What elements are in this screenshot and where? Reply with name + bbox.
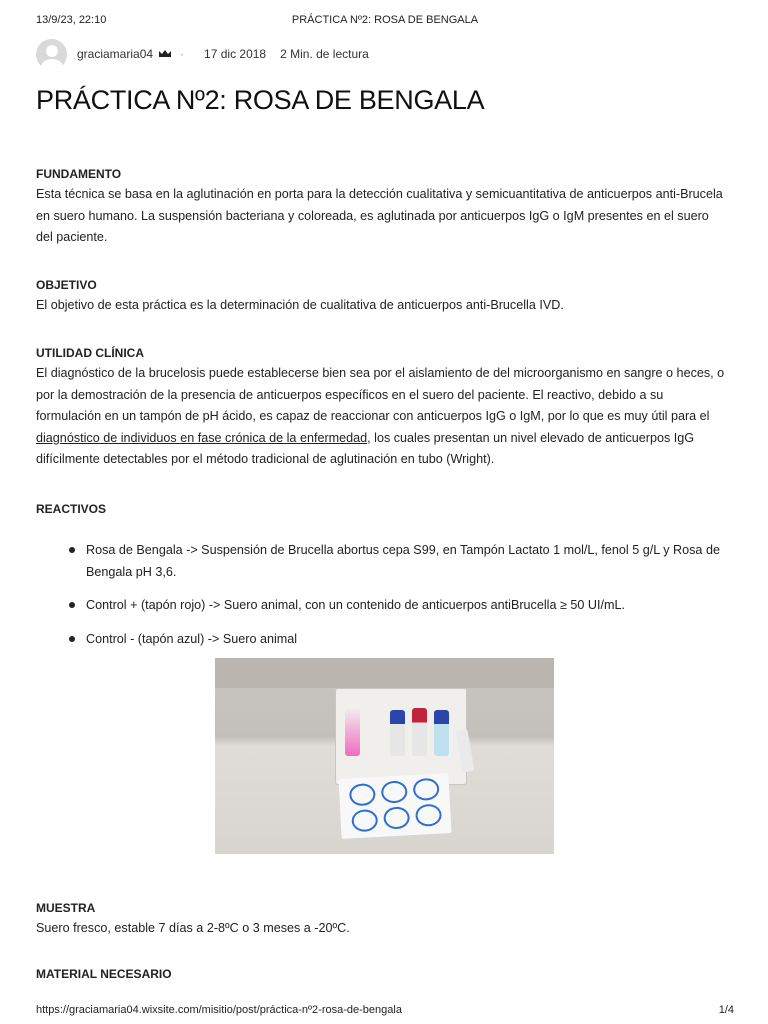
section-heading-reactivos: REACTIVOS: [36, 501, 107, 516]
utilidad-text-after: , los cuales presentan un nivel elevado de anticuerpos IgG difícilmente detectables por el método tradicional de aglutinación en tubo (Wright).: [36, 430, 695, 466]
section-heading-fundamento: FUNDAMENTO: [36, 167, 122, 181]
post-meta: [36, 38, 369, 70]
print-url: https://graciamaria04.wixsite.com/misitio/post/práctica-nº2-rosa-de-bengala: [36, 1004, 402, 1016]
meta-separator: ·: [180, 47, 185, 61]
section-text-fundamento: Esta técnica se basa en la aglutinación en porta para la detección cualitativa y semicuantitativa de anticuerpos anti-Brucela en suero humano. La suspensión bacteriana y coloreada, es aglutinada por anticuerpos IgG o IgM presentes en el suero del paciente.: [36, 187, 723, 244]
author[interactable]: [77, 47, 172, 61]
section-text-muestra: Suero fresco, estable 7 días a 2-8ºC o 3 meses a -20ºC.: [36, 921, 350, 935]
post-image[interactable]: [215, 658, 554, 854]
blue-cap-vial: [390, 710, 405, 756]
section-heading-utilidad: UTILIDAD CLÍNICA: [36, 346, 144, 360]
blue-cap-vial-2: [434, 710, 449, 756]
list-item-text: Control + (tapón rojo) -> Suero animal, con un contenido de anticuerpos antiBrucella ≥ 50 UI/mL.: [86, 598, 625, 612]
read-time: 2 Min. de lectura: [280, 47, 369, 61]
bullet-icon: [69, 602, 75, 608]
post-body-continued: [36, 898, 726, 984]
section-text-objetivo: El objetivo de esta práctica es la determinación de cualitativa de anticuerpos anti-Brucella IVD.: [36, 297, 564, 312]
post-date: 17 dic 2018: [204, 47, 267, 61]
bullet-icon: [69, 636, 75, 642]
crown-icon: [158, 49, 172, 59]
utilidad-text-before: El diagnóstico de la brucelosis puede establecerse bien sea por el aislamiento de del microorganismo en sangre o heces, o por la demostración de la presencia de anticuerpos específicos en el suero del paciente. El reactivo, debido a su formulación en un tampón de pH ácido, es capaz de reaccionar con anticuerpos IgG o IgM, por lo que es muy útil para el: [36, 366, 725, 423]
print-doc-title: PRÁCTICA Nº2: ROSA DE BENGALA: [291, 14, 479, 26]
test-card: [339, 773, 452, 839]
avatar[interactable]: [36, 39, 67, 70]
utilidad-link[interactable]: diagnóstico de individuos en fase crónica de la enfermedad: [36, 430, 368, 445]
section-heading-material: MATERIAL NECESARIO: [36, 966, 172, 981]
list-item-text: Control - (tapón azul) -> Suero animal: [86, 631, 298, 646]
print-page-number: 1/4: [718, 1004, 734, 1016]
red-cap-vial: [412, 708, 427, 756]
section-text-utilidad: [36, 363, 726, 471]
author-name[interactable]: graciamaria04: [77, 47, 154, 61]
bullet-icon: [69, 547, 75, 553]
reactivos-list: [36, 539, 726, 650]
section-heading-muestra: MUESTRA: [36, 901, 96, 915]
post-body: [36, 164, 726, 661]
post-title: PRÁCTICA Nº2: ROSA DE BENGALA: [36, 85, 485, 115]
list-item: [36, 594, 726, 616]
list-item: [36, 628, 726, 650]
list-item: [36, 539, 726, 583]
print-datetime: 13/9/23, 22:10: [36, 14, 107, 26]
pink-reagent-vial: [345, 706, 360, 756]
list-item-text: Rosa de Bengala -> Suspensión de Brucella abortus cepa S99, en Tampón Lactato 1 mol/L, fenol 5 g/L y Rosa de Bengala pH 3,6.: [86, 542, 720, 579]
section-heading-objetivo: OBJETIVO: [36, 277, 97, 292]
